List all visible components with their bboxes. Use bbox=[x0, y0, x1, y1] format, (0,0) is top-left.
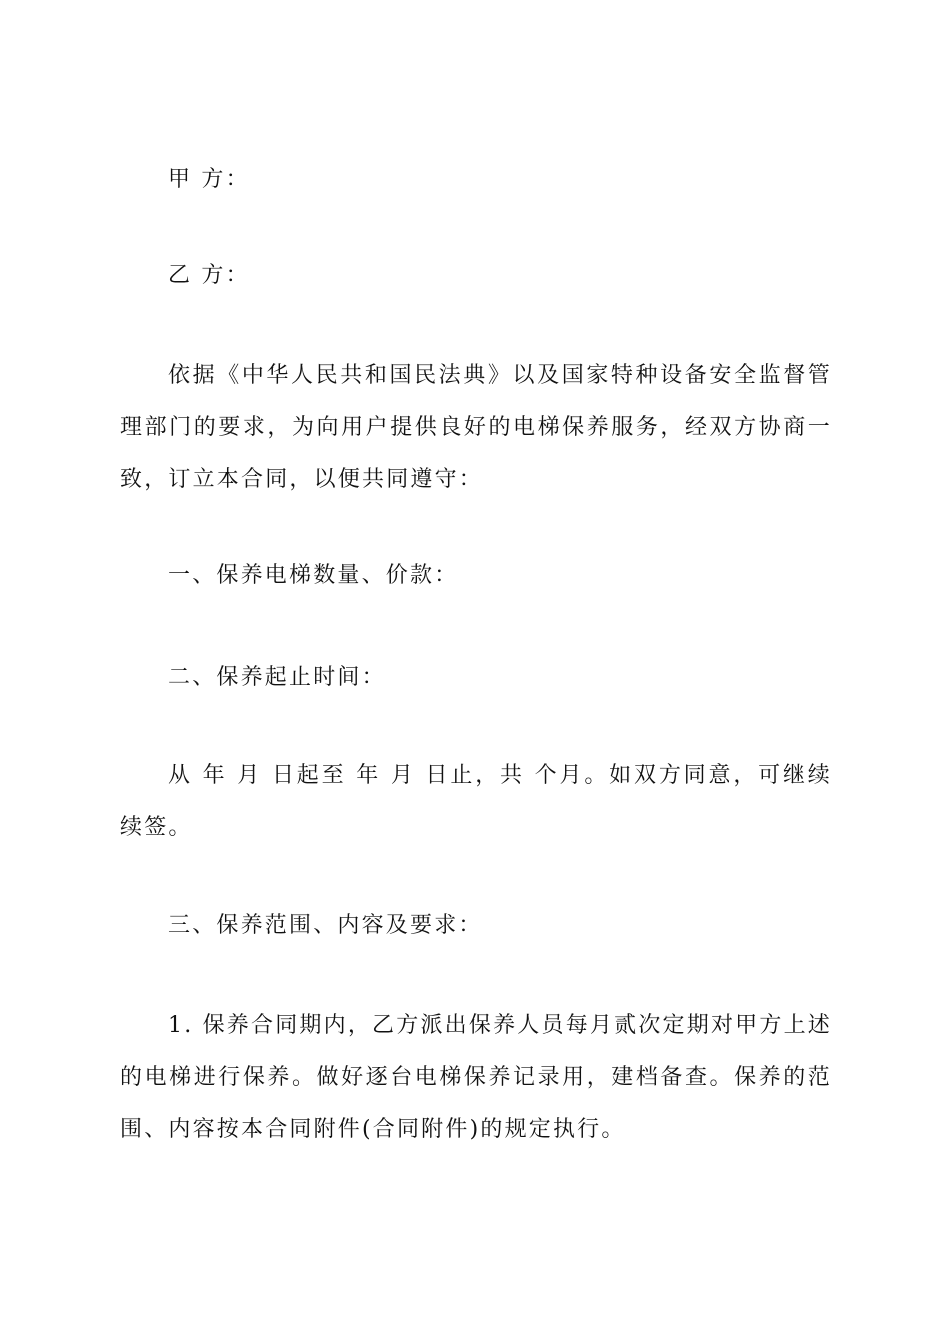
term-paragraph: 从 年 月 日起至 年 月 日止，共 个月。如双方同意，可继续续签。 bbox=[120, 763, 832, 840]
section-1-heading: 一、保养电梯数量、价款： bbox=[168, 563, 459, 588]
section-2-heading: 二、保养起止时间： bbox=[168, 665, 386, 690]
clause-1-paragraph: 1. 保养合同期内，乙方派出保养人员每月贰次定期对甲方上述的电梯进行保养。做好逐台电梯保养记录用，建档备查。保养的范围、内容按本合同附件(合同附件)的规定执行。 bbox=[120, 1013, 832, 1142]
preamble-paragraph: 依据《中华人民共和国民法典》以及国家特种设备安全监督管理部门的要求，为向用户提供良好的电梯保养服务，经双方协商一致，订立本合同，以便共同遵守： bbox=[120, 363, 832, 492]
section-3-heading: 三、保养范围、内容及要求： bbox=[168, 913, 483, 938]
party-a-line: 甲 方： bbox=[168, 167, 250, 192]
party-b-line: 乙 方： bbox=[168, 263, 250, 288]
